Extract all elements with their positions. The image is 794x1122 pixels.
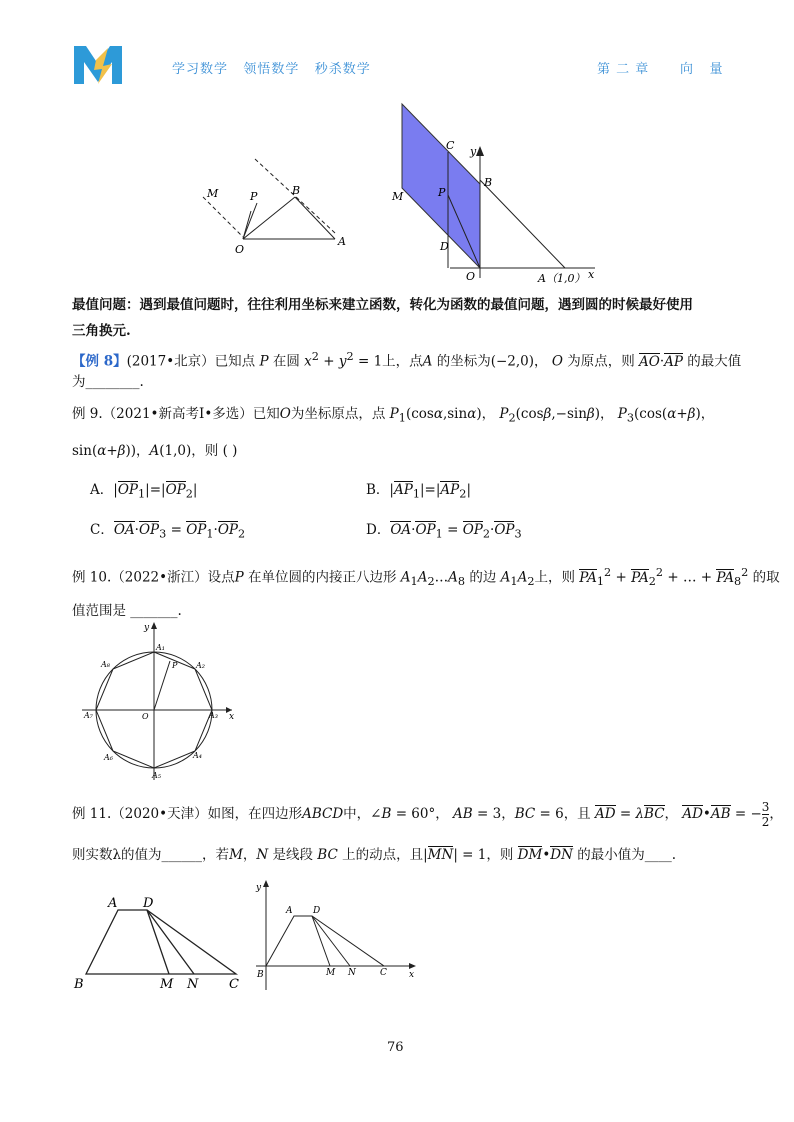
oct-label-p: P xyxy=(172,661,178,670)
oct-label-a3: A₃ xyxy=(209,711,218,720)
figure-trapezoid-coordinates xyxy=(252,878,424,993)
oct-label-a7: A₇ xyxy=(84,711,93,720)
fig2-label-d: D xyxy=(440,240,449,253)
example-9-line-1: 例 9.（2021•新高考Ⅰ•多选）已知O为坐标原点，点 $P_1(\cos\alpha,\sin\alpha)$， $P_2(\cos\beta,-\sin\beta)$， $P_3(\cos(\alpha+\beta)$， xyxy=(72,406,715,425)
fig2-label-m: M xyxy=(392,190,404,203)
fig1-label-a: A xyxy=(338,235,346,248)
fig2-label-y: y xyxy=(470,145,477,158)
fig2-label-o: O xyxy=(466,270,476,283)
coord-label-d: D xyxy=(313,906,321,916)
coord-label-m: M xyxy=(326,968,336,978)
fig1-label-m: M xyxy=(207,187,219,200)
example-8-line-1: 【例 8】(2017•北京）已知点 P 在圆 $x^2 + y^2 = 1$上，点A 的坐标为(−2,0)， O 为原点，则 AO·AP 的最大值 xyxy=(72,350,742,370)
para-line-2: 三角换元. xyxy=(72,323,131,339)
option-c[interactable]: C．$OA\cdot OP_3 = OP_1\cdot OP_2$ xyxy=(90,522,246,541)
example-8-tag: 【例 8】 xyxy=(72,353,127,370)
fig2-label-c: C xyxy=(446,139,455,152)
example-9-line-2: sin(α+β))，A(1,0)，则 ( ) xyxy=(72,443,238,459)
fig2-label-x: x xyxy=(588,268,595,281)
figure-shaded-region xyxy=(390,100,610,290)
fig2-label-b: B xyxy=(484,176,493,189)
oct-label-y: y xyxy=(144,623,150,633)
logo xyxy=(72,42,124,86)
oct-label-a2: A₂ xyxy=(196,661,205,670)
coord-label-a: A xyxy=(286,906,293,916)
coord-label-x: x xyxy=(409,970,415,980)
option-d[interactable]: D．$OA\cdot OP_1 = OP_2\cdot OP_3$ xyxy=(366,522,522,541)
trap-label-c: C xyxy=(229,977,239,992)
coord-label-b: B xyxy=(257,970,264,980)
example-8-line-2: 为________. xyxy=(72,374,144,390)
fig1-label-b: B xyxy=(292,184,301,197)
figure-trapezoid xyxy=(72,890,252,995)
example-11-line-1: 例 11.（2020•天津）如图，在四边形ABCD中，∠B = 60°， AB = 3，BC = 6，且 AD = λBC， AD•AB = − $\frac{3}{2}$ ， xyxy=(72,800,783,829)
header-chapter: 第 二 章 向 量 xyxy=(597,62,724,77)
oct-label-a1: A₁ xyxy=(156,643,165,652)
coord-label-n: N xyxy=(348,968,356,978)
coord-label-c: C xyxy=(380,968,387,978)
figure-octagon xyxy=(82,620,242,785)
oct-label-a6: A₆ xyxy=(104,753,113,762)
oct-label-a8: A₈ xyxy=(101,660,110,669)
page-number: 76 xyxy=(387,1040,404,1055)
fig1-label-p: P xyxy=(250,190,258,203)
option-a[interactable]: A．$|OP_1|=|OP_2|$ xyxy=(90,482,198,501)
oct-label-a5: A₅ xyxy=(152,771,161,780)
trap-label-m: M xyxy=(160,977,174,992)
oct-label-o: O xyxy=(142,712,149,721)
oct-label-x: x xyxy=(229,712,235,722)
oct-label-a4: A₄ xyxy=(193,751,202,760)
trap-label-d: D xyxy=(143,896,154,911)
para-line-1: 最值问题：遇到最值问题时，往往利用坐标来建立函数，转化为函数的最值问题，遇到圆的时候最好使用 xyxy=(72,297,693,313)
trap-label-n: N xyxy=(187,977,199,992)
coord-label-y: y xyxy=(256,883,262,893)
fig2-label-p: P xyxy=(438,186,446,199)
example-10-line-1: 例 10.（2022•浙江）设点P 在单位圆的内接正八边形 $A_1A_2\dots A_8$ 的边 $A_1A_2$上，则 $PA_1^2 + PA_2^2$ + … + $PA_8^2$ 的取 xyxy=(72,566,780,589)
trap-label-b: B xyxy=(74,977,84,992)
example-11-line-2: 则实数λ的值为______，若M，N 是线段 BC 上的动点，且|MN| = 1，则 DM•DN 的最小值为____. xyxy=(72,847,677,863)
fig2-label-a: A（1,0） xyxy=(538,272,586,285)
logo-mark-icon xyxy=(72,42,124,86)
option-b[interactable]: B．$|AP_1|=|AP_2|$ xyxy=(366,482,471,501)
example-10-line-2: 值范围是 _______. xyxy=(72,603,182,619)
trap-label-a: A xyxy=(108,896,118,911)
figure-vector-omab xyxy=(195,155,355,260)
fig1-label-o: O xyxy=(235,243,245,256)
header-slogan: 学习数学 领悟数学 秒杀数学 xyxy=(172,62,371,77)
